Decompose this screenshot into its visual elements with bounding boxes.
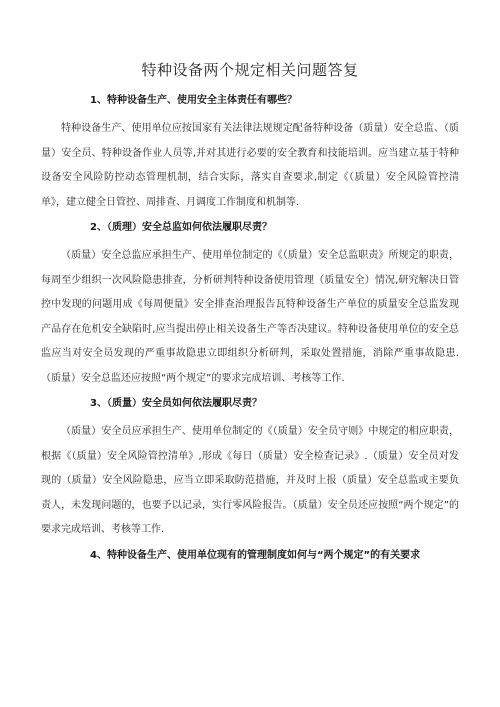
- answer-1: 特种设备生产、使用单位应按国家有关法律法规规定配备特种设备（质量）安全总监、（质量）安全员、特种设备作业人员等,并对其进行必要的安全教育和技能培训。应当建立基于特种设备安全风险防控动态管理机制，结合实际，落实自查要求,制定《（质量）安全风险管控清单》，建立健全日管控、周排查、月调度工作制度和机制等.: [41, 123, 459, 208]
- question-3: 3、（质量）安全员如何依法履职尽责？: [90, 398, 262, 409]
- question-1: 1、特种设备生产、使用安全主体责任有哪些？: [90, 95, 297, 106]
- document-title: 特种设备两个规定相关问题答复: [141, 61, 359, 79]
- answer-2: （质量）安全总监应承担生产、使用单位制定的《（质量）安全总监职责》所规定的职责，每周至少组织一次风险隐患排查，分析研判特种设备使用管理（质量安全）情况,研究解决日管控中发现的问题用成《每周便量》安全排查治理报告瓦特种设备生产单位的质量安全总监发现产品存在危机安全缺陷时,应当提出停止相关设备生产等否决建议。特种设备使用单位的安全总监应当对安全员发现的严重事故隐患立即组织分析研判，采取处置措施，消除严重事故隐患.（质量）安全总监还应按照“两个规定”的要求完成培训、考核等工作.: [41, 250, 459, 384]
- answer-3: （质量）安全员应承担生产、使用单位制定的《（质量）安全员守则》中规定的相应职责，根据《（质量）安全风险管控清单》,形成《每日（质量）安全检查记录》.（质量）安全员对发现的（质量）安全风险隐患，应当立即采取防范措施，并及时上报（质量）安全总监或主要负责人，未发现问题的，也要予以记录，实行零风险报告。（质量）安全员还应按照“两个规定”的要求完成培训、考核等工作.: [41, 426, 459, 535]
- document-body: [41, 94, 459, 572]
- question-2: 2、（质理）安全总监如何依法履职尽责？: [90, 222, 272, 233]
- question-4: 4、特种设备生产、使用单位现有的管理制度如何与“两个规定”的有关要求: [90, 549, 421, 561]
